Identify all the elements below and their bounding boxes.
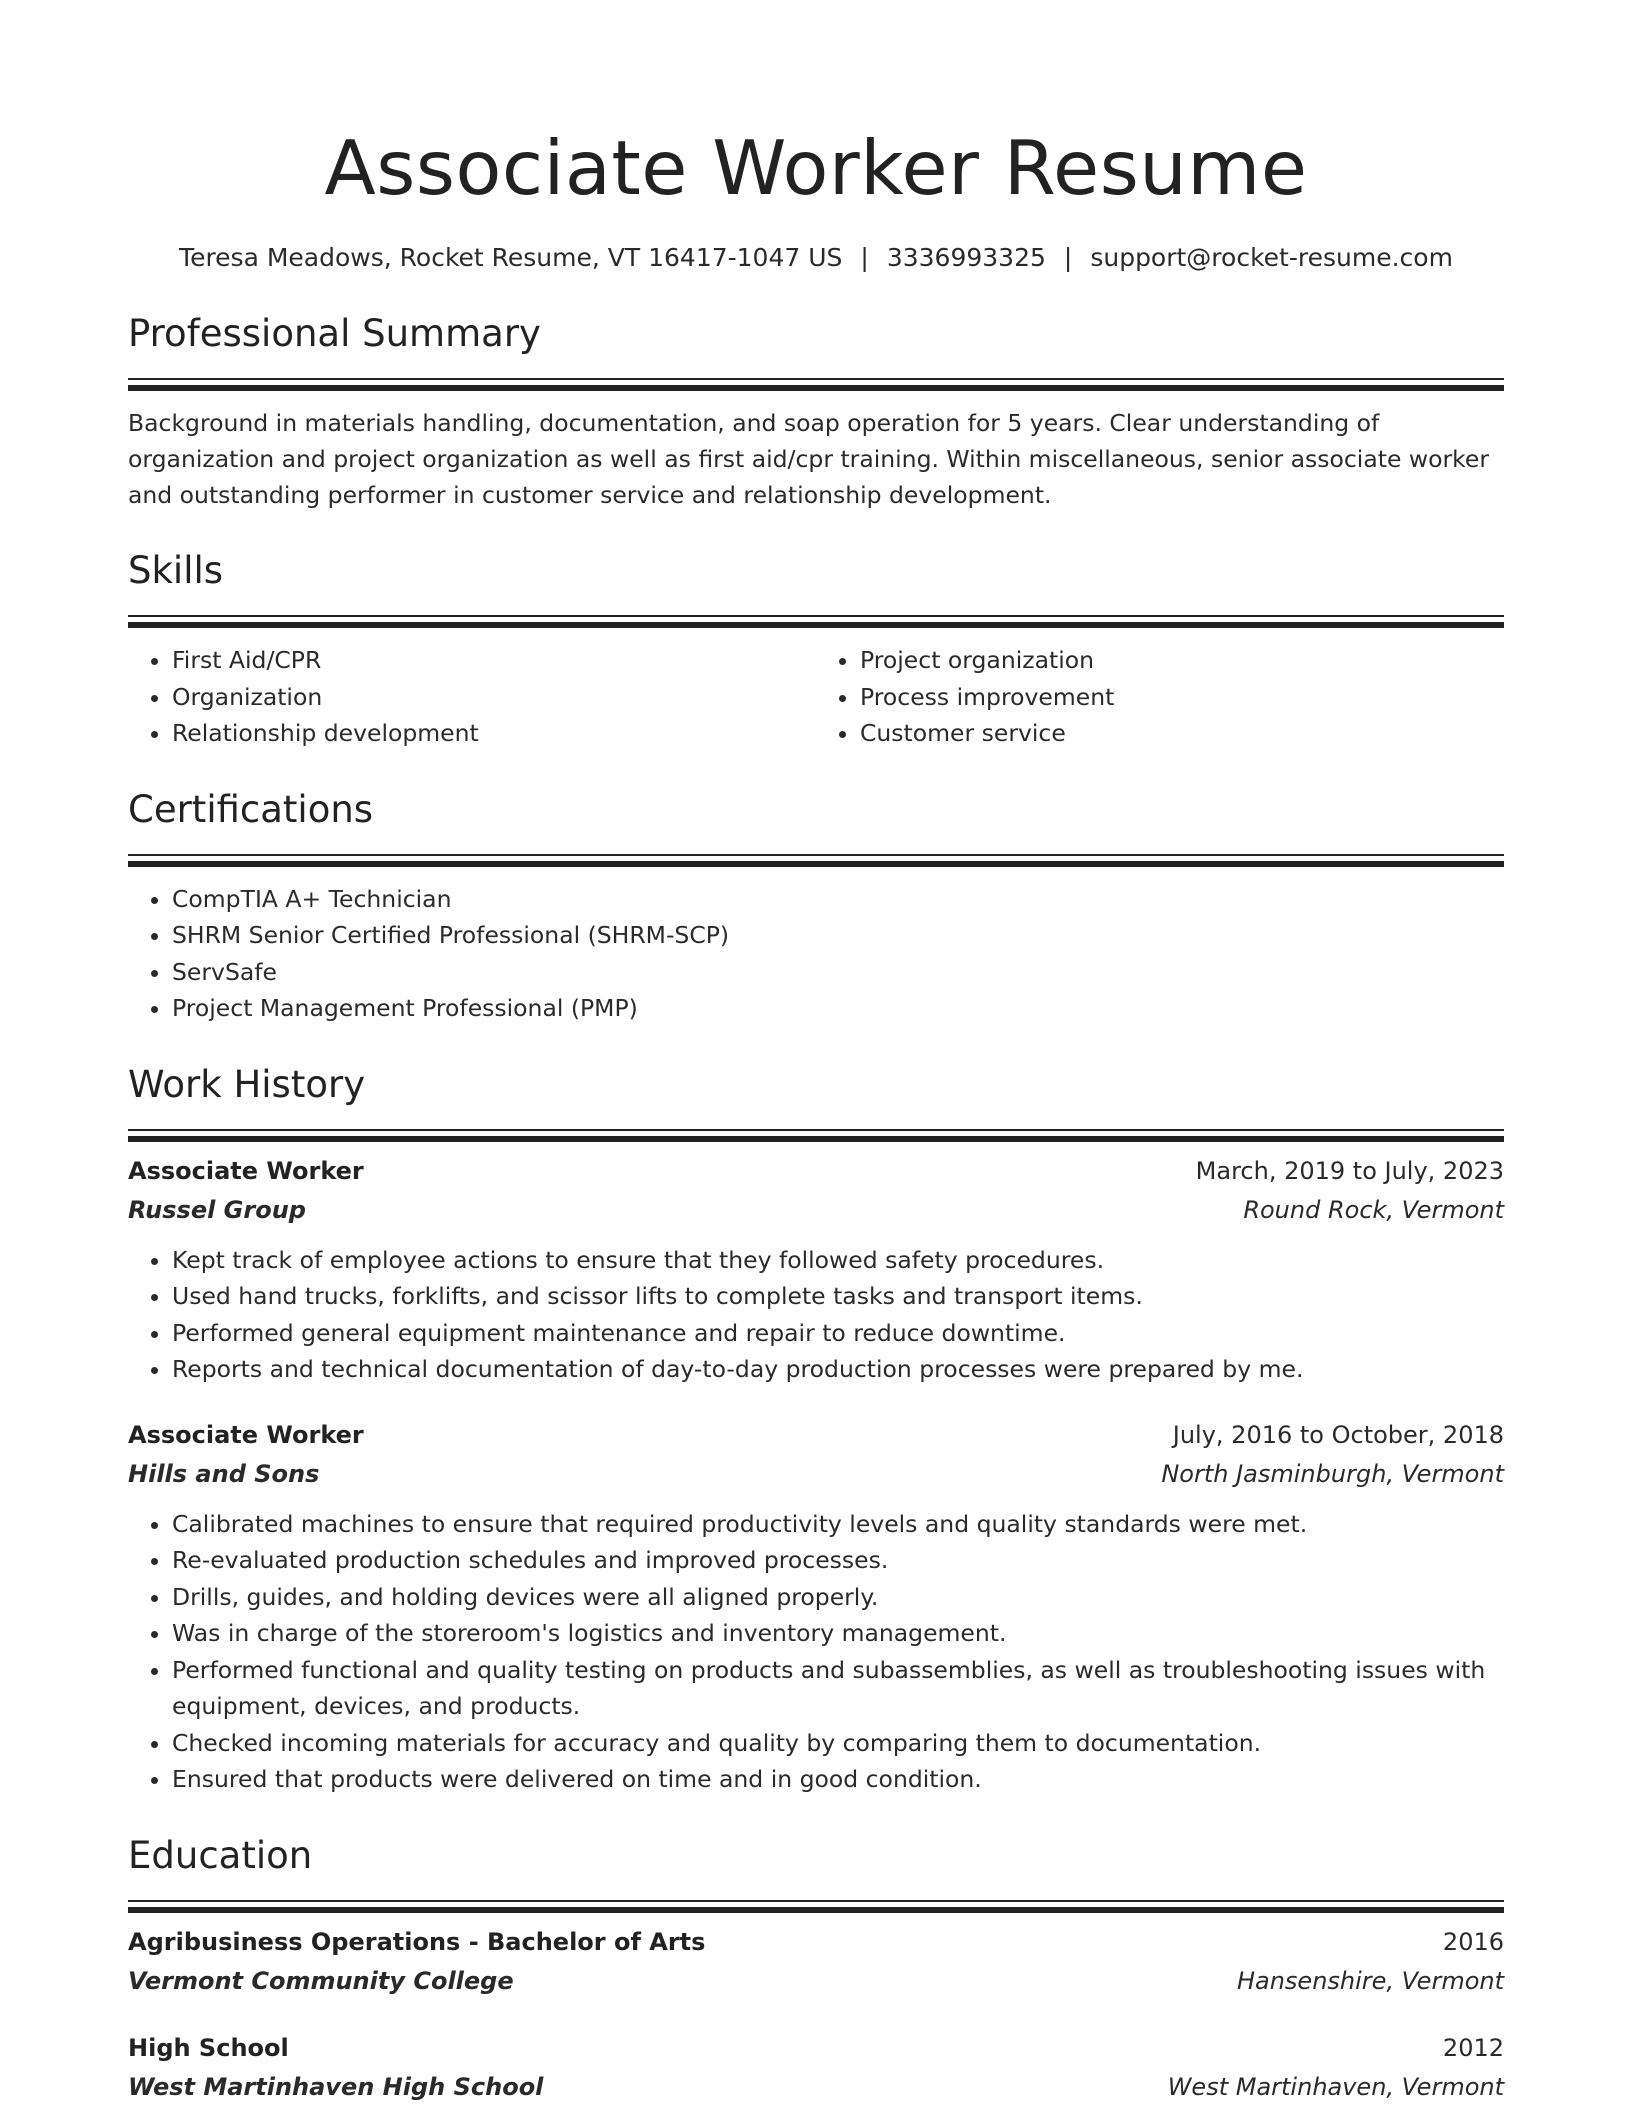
contact-phone: 3336993325: [886, 243, 1046, 272]
contact-separator: |: [1063, 243, 1073, 272]
job-bullet: • Reports and technical documentation of day-to-day production processes were prepared by me.: [172, 1351, 1504, 1388]
skills-list-right: [816, 642, 1504, 752]
job-bullet: • Was in charge of the storeroom's logistics and inventory management.: [172, 1615, 1504, 1652]
job-bullet: • Drills, guides, and holding devices were all aligned properly.: [172, 1579, 1504, 1616]
skills-list-left: [128, 642, 816, 752]
skills-section: [128, 547, 1504, 752]
job-location: North Jasminburgh, Vermont: [1161, 1459, 1504, 1488]
contact-email: support@rocket-resume.com: [1090, 243, 1453, 272]
certifications-heading: Certifications: [128, 787, 374, 831]
education-entry: [128, 2029, 1504, 2107]
section-divider: [128, 378, 1504, 391]
job-dates: July, 2016 to October, 2018: [1172, 1420, 1504, 1449]
certifications-section: [128, 786, 1504, 1027]
job-bullet: • Used hand trucks, forklifts, and scissor lifts to complete tasks and transport items.: [172, 1278, 1504, 1315]
job-bullet: • Performed general equipment maintenance and repair to reduce downtime.: [172, 1315, 1504, 1352]
job-bullet: • Calibrated machines to ensure that required productivity levels and quality standards were met.: [172, 1506, 1504, 1543]
certification-item: • Project Management Professional (PMP): [172, 990, 1504, 1027]
job-location: Round Rock, Vermont: [1243, 1195, 1504, 1224]
job-bullet: • Ensured that products were delivered on time and in good condition.: [172, 1761, 1504, 1798]
skill-item: • Process improvement: [860, 679, 1504, 716]
certifications-list: [128, 881, 1504, 1027]
certification-item: • ServSafe: [172, 954, 1504, 991]
job-bullets: [128, 1242, 1504, 1388]
job-bullet: • Checked incoming materials for accuracy and quality by comparing them to documentation.: [172, 1725, 1504, 1762]
education-year: 2016: [1442, 1927, 1504, 1956]
education-entry: [128, 1923, 1504, 2001]
skill-item: • Customer service: [860, 715, 1504, 752]
job-title: Associate Worker: [128, 1156, 364, 1185]
school-name: Vermont Community College: [128, 1966, 514, 1995]
certification-item: • CompTIA A+ Technician: [172, 881, 1504, 918]
section-divider: [128, 854, 1504, 867]
contact-address: Teresa Meadows, Rocket Resume, VT 16417-1047 US: [179, 243, 843, 272]
certification-item: • SHRM Senior Certified Professional (SHRM-SCP): [172, 917, 1504, 954]
skill-item: • Project organization: [860, 642, 1504, 679]
degree-title: Agribusiness Operations - Bachelor of Arts: [128, 1927, 706, 1956]
job-entry: [128, 1416, 1504, 1798]
school-location: Hansenshire, Vermont: [1236, 1966, 1504, 1995]
contact-separator: |: [860, 243, 869, 272]
summary-heading: Professional Summary: [128, 312, 541, 355]
job-title: Associate Worker: [128, 1420, 364, 1449]
job-bullet: • Re-evaluated production schedules and improved processes.: [172, 1542, 1504, 1579]
section-divider: [128, 1900, 1504, 1913]
school-location: West Martinhaven, Vermont: [1167, 2072, 1504, 2101]
skills-heading: Skills: [128, 549, 224, 592]
school-name: West Martinhaven High School: [128, 2072, 544, 2101]
section-divider: [128, 615, 1504, 628]
skill-item: • Relationship development: [172, 715, 816, 752]
section-divider: [128, 1129, 1504, 1142]
degree-title: High School: [128, 2033, 289, 2062]
contact-line: [128, 240, 1504, 276]
skill-item: • First Aid/CPR: [172, 642, 816, 679]
job-company: Hills and Sons: [128, 1459, 320, 1488]
job-dates: March, 2019 to July, 2023: [1195, 1156, 1504, 1185]
job-bullet: • Performed functional and quality testing on products and subassemblies, as well as troubleshooting issues with equipment, devices, and products.: [172, 1652, 1504, 1725]
education-year: 2012: [1442, 2033, 1504, 2062]
summary-text: Background in materials handling, documentation, and soap operation for 5 years. Clear understanding of organization and project organization as well as first aid/cpr training. Within miscellaneous, senior associate worker and outstanding performer in customer service and relationship development.: [128, 409, 1490, 509]
job-bullets: [128, 1506, 1504, 1798]
skill-item: • Organization: [172, 679, 816, 716]
education-heading: Education: [128, 1833, 313, 1877]
job-company: Russel Group: [128, 1195, 306, 1224]
job-bullet: • Kept track of employee actions to ensure that they followed safety procedures.: [172, 1242, 1504, 1279]
education-section: [128, 1832, 1504, 2107]
summary-section: [128, 310, 1504, 513]
resume-title: Associate Worker Resume: [324, 124, 1308, 212]
work-history-section: [128, 1061, 1504, 1798]
work-history-heading: Work History: [128, 1062, 366, 1106]
job-entry: [128, 1152, 1504, 1388]
